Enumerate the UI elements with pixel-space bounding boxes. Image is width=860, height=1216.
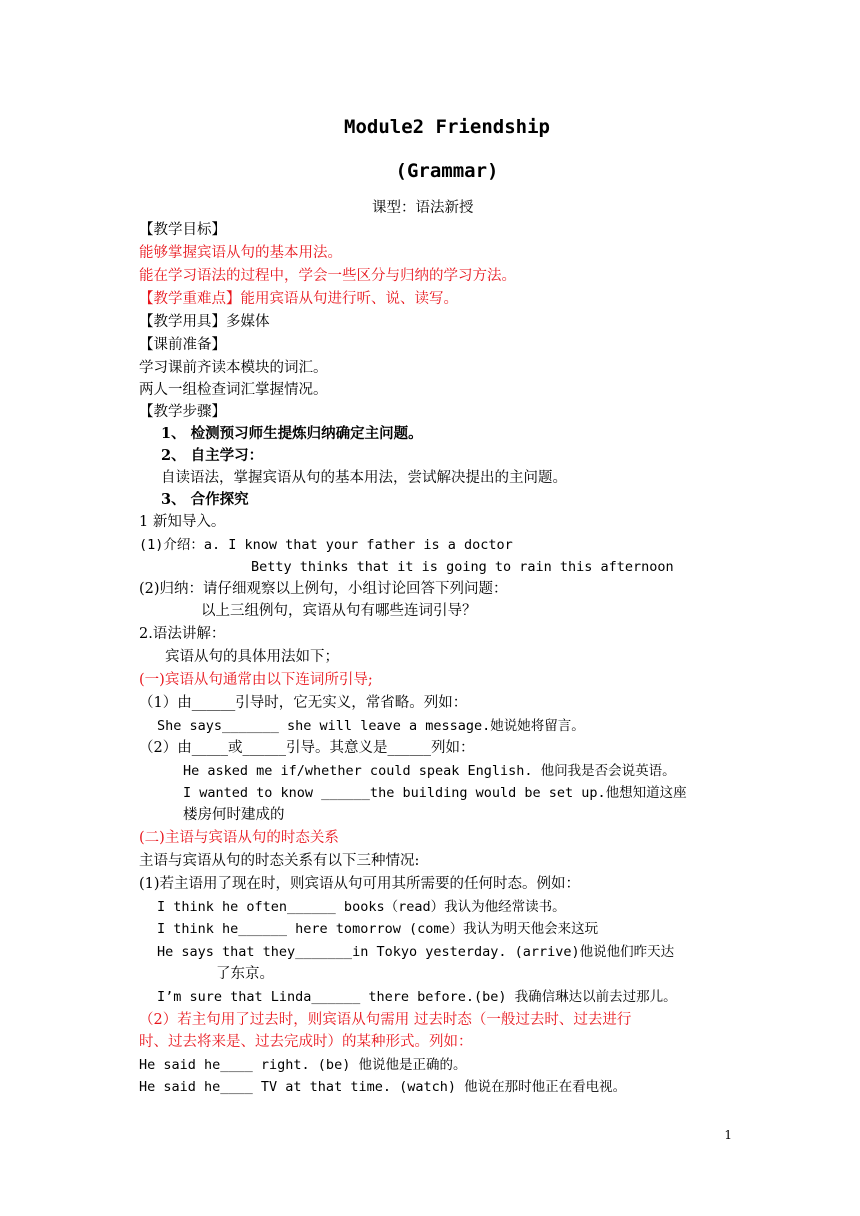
section-1-example-b2-cont: 楼房何时建成的 bbox=[183, 807, 285, 823]
section-1-example-b1: He asked me if/whether could speak English. 他问我是否会说英语。 bbox=[183, 763, 676, 779]
intro-question: 以上三组例句，宾语从句有哪些连词引导？ bbox=[201, 603, 477, 619]
section-2-rule-1: (1)若主语用了现在时，则宾语从句可用其所需要的任何时态。例如： bbox=[139, 876, 581, 892]
key-points: 【教学重难点】能用宾语从句进行听、说、读写。 bbox=[139, 291, 458, 307]
section-2-heading: (二)主语与宾语从句的时态关系 bbox=[139, 830, 339, 846]
section-1-heading: (一)宾语从句通常由以下连词所引导; bbox=[139, 672, 373, 688]
section-1-item-b: （2）由_____或______引导。其意义是______列如： bbox=[139, 740, 475, 756]
steps-heading: 【教学步骤】 bbox=[139, 404, 226, 420]
section-2-intro: 主语与宾语从句的时态关系有以下三种情况: bbox=[139, 853, 420, 869]
grammar-intro: 宾语从句的具体用法如下； bbox=[165, 649, 339, 665]
prep-heading: 【课前准备】 bbox=[139, 337, 226, 353]
section-2-example-4: I’m sure that Linda______ there before.(be) 我确信琳达以前去过那儿。 bbox=[157, 989, 677, 1005]
intro-example-1b: Betty thinks that it is going to rain this afternoon bbox=[251, 559, 674, 575]
document-subtitle: (Grammar) bbox=[395, 160, 499, 182]
section-2-example-1: I think he often______ books（read）我认为他经常读书。 bbox=[157, 899, 566, 915]
section-2-example-2: I think he______ here tomorrow (come）我认为明天他会来这玩 bbox=[157, 921, 599, 937]
section-2-example-3: He says that they_______in Tokyo yesterday. (arrive)他说他们昨天达 bbox=[157, 944, 675, 960]
section-1-example-b2: I wanted to know ______the building would be set up.他想知道这座 bbox=[183, 785, 687, 801]
teaching-tools: 【教学用具】多媒体 bbox=[139, 314, 270, 330]
section-2-rule-2-cont: 时、过去将来是、过去完成时）的某种形式。列如： bbox=[139, 1034, 473, 1050]
page-number: 1 bbox=[724, 1128, 732, 1142]
section-1-item-a: （1）由______引导时，它无实义，常省略。列如： bbox=[139, 695, 468, 711]
section-1-example-a: She says_______ she will leave a message.她说她将留言。 bbox=[157, 718, 585, 734]
step-2-detail: 自读语法，掌握宾语从句的基本用法，尝试解决提出的主问题。 bbox=[161, 470, 567, 486]
step-1: 1、 检测预习师生提炼归纳确定主问题。 bbox=[161, 425, 423, 442]
intro-heading: 1 新知导入。 bbox=[139, 514, 226, 530]
prep-item-1: 学习课前齐读本模块的词汇。 bbox=[139, 360, 328, 376]
objective-1: 能够掌握宾语从句的基本用法。 bbox=[139, 245, 342, 261]
prep-item-2: 两人一组检查词汇掌握情况。 bbox=[139, 382, 328, 398]
intro-example-1: (1)介绍：a. I know that your father is a doctor bbox=[139, 537, 513, 553]
document-title: Module2 Friendship bbox=[344, 116, 550, 138]
objectives-heading: 【教学目标】 bbox=[139, 222, 226, 238]
section-2-rule-2: （2）若主句用了过去时，则宾语从句需用 过去时态（一般过去时、过去进行 bbox=[139, 1012, 632, 1028]
intro-summary: (2)归纳：请仔细观察以上例句，小组讨论回答下列问题： bbox=[139, 581, 508, 597]
section-2-example-5: He said he____ right. (be) 他说他是正确的。 bbox=[139, 1057, 467, 1073]
section-2-example-3-cont: 了东京。 bbox=[216, 966, 274, 982]
step-3: 3、 合作探究 bbox=[161, 491, 249, 508]
objective-2: 能在学习语法的过程中，学会一些区分与归纳的学习方法。 bbox=[139, 268, 516, 284]
section-2-example-6: He said he____ TV at that time. (watch) 他说在那时他正在看电视。 bbox=[139, 1079, 627, 1095]
lesson-type: 课型：语法新授 bbox=[372, 200, 474, 216]
step-2: 2、 自主学习： bbox=[161, 447, 264, 464]
grammar-heading: 2.语法讲解： bbox=[139, 626, 226, 642]
